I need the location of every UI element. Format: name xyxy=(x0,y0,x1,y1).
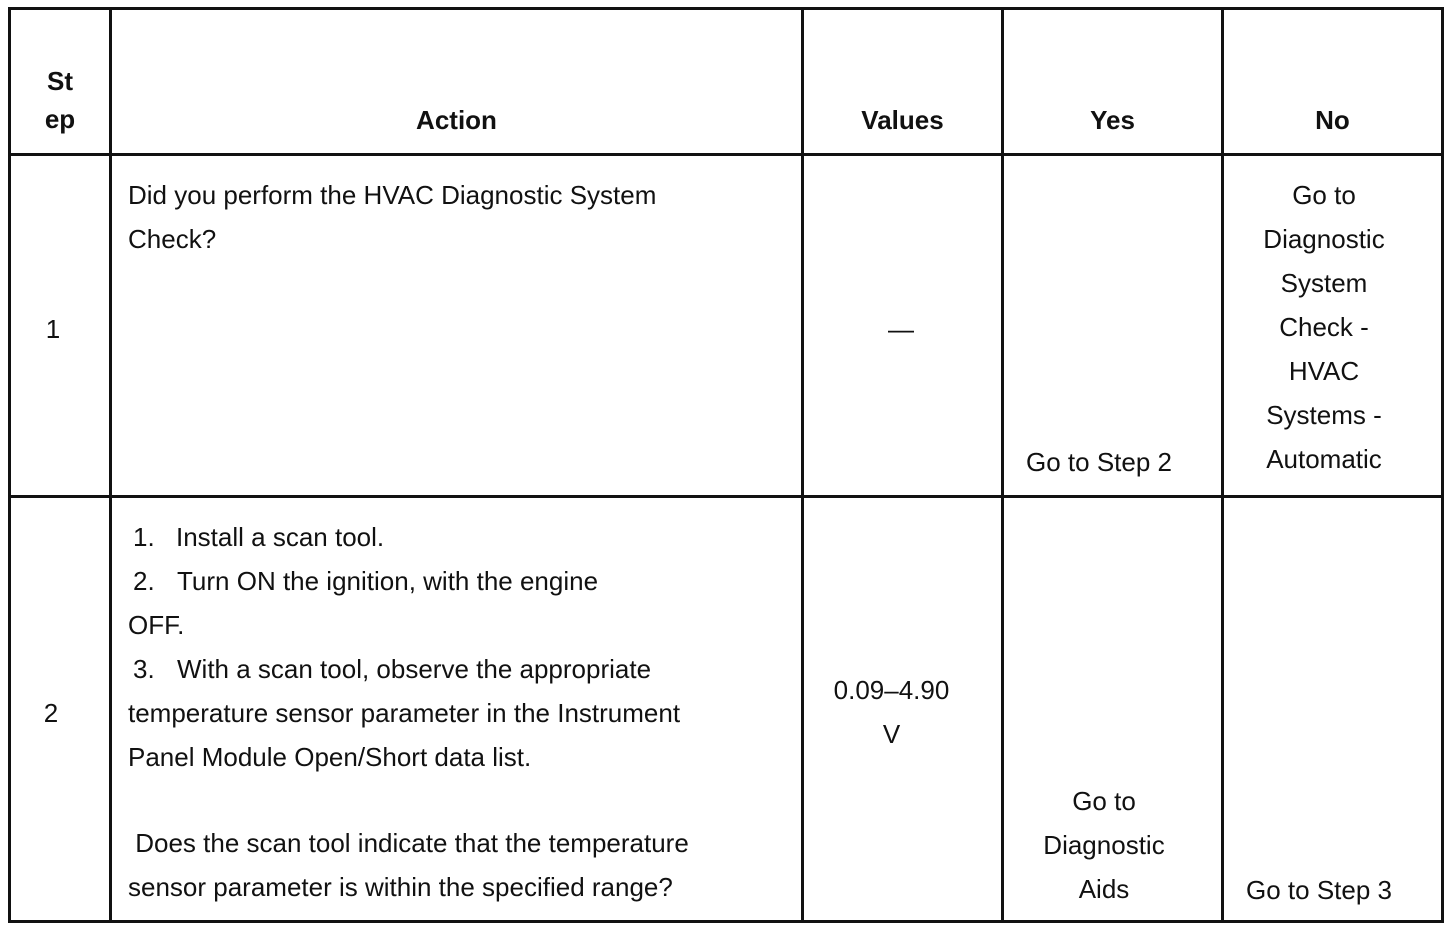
no-action-text: Go to Step 3 xyxy=(1246,875,1392,905)
header-step xyxy=(11,62,109,138)
list-number: 2. xyxy=(133,566,155,596)
action-list-item xyxy=(128,559,798,603)
column-divider xyxy=(801,10,804,920)
header-no-label: No xyxy=(1315,105,1350,135)
column-divider xyxy=(109,10,112,920)
action-list-item xyxy=(128,515,798,559)
row1-value xyxy=(804,307,998,351)
spacer xyxy=(128,779,798,821)
row2-yes xyxy=(1004,779,1204,911)
action-text: Install a scan tool. xyxy=(176,522,385,552)
action-text: OFF. xyxy=(128,610,185,640)
step-number: 1 xyxy=(45,314,61,344)
row2-no xyxy=(1224,868,1414,912)
row2-step xyxy=(11,691,91,735)
row1-step xyxy=(11,307,95,351)
diagnostic-table xyxy=(8,7,1444,923)
header-step-line: St xyxy=(47,66,73,96)
action-text: temperature sensor parameter in the Instrument xyxy=(128,698,681,728)
row2-action xyxy=(128,515,798,909)
value-text: 0.09–4.90 xyxy=(833,675,950,705)
no-action-text: Systems - xyxy=(1266,400,1382,430)
row1-no xyxy=(1224,173,1424,481)
action-text: Did you perform the HVAC Diagnostic System xyxy=(128,180,657,210)
no-action-text: Check - xyxy=(1279,312,1369,342)
value-text: V xyxy=(882,719,901,749)
row1-yes xyxy=(1004,440,1194,484)
header-yes xyxy=(1004,101,1221,139)
yes-action-text: Go to xyxy=(1072,786,1136,816)
header-no xyxy=(1224,101,1441,139)
row-divider xyxy=(11,495,1441,498)
action-text: With a scan tool, observe the appropriate xyxy=(177,654,652,684)
action-text: Turn ON the ignition, with the engine xyxy=(177,566,599,596)
row1-action xyxy=(128,173,798,261)
list-number: 3. xyxy=(133,654,155,684)
yes-action-text: Aids xyxy=(1078,874,1130,904)
header-values-label: Values xyxy=(861,105,944,135)
row-divider xyxy=(11,153,1441,156)
header-step-line: ep xyxy=(44,104,76,134)
question-text: sensor parameter is within the specified range? xyxy=(128,872,673,902)
value-text: — xyxy=(888,314,914,344)
list-number: 1. xyxy=(133,522,155,552)
header-yes-label: Yes xyxy=(1090,105,1135,135)
action-list-item xyxy=(128,647,798,691)
no-action-text: System xyxy=(1280,268,1368,298)
header-action xyxy=(112,101,801,139)
no-action-text: HVAC xyxy=(1288,356,1360,386)
row2-value xyxy=(804,668,979,756)
action-text: Panel Module Open/Short data list. xyxy=(128,742,532,772)
no-action-text: Diagnostic xyxy=(1263,224,1385,254)
question-text: Does the scan tool indicate that the temperature xyxy=(128,828,689,858)
yes-action-text: Diagnostic xyxy=(1043,830,1165,860)
no-action-text: Automatic xyxy=(1266,444,1382,474)
header-action-label: Action xyxy=(416,105,497,135)
step-number: 2 xyxy=(43,698,59,728)
no-action-text: Go to xyxy=(1292,180,1356,210)
header-values xyxy=(804,101,1001,139)
action-text: Check? xyxy=(128,224,217,254)
yes-action-text: Go to Step 2 xyxy=(1026,447,1172,477)
